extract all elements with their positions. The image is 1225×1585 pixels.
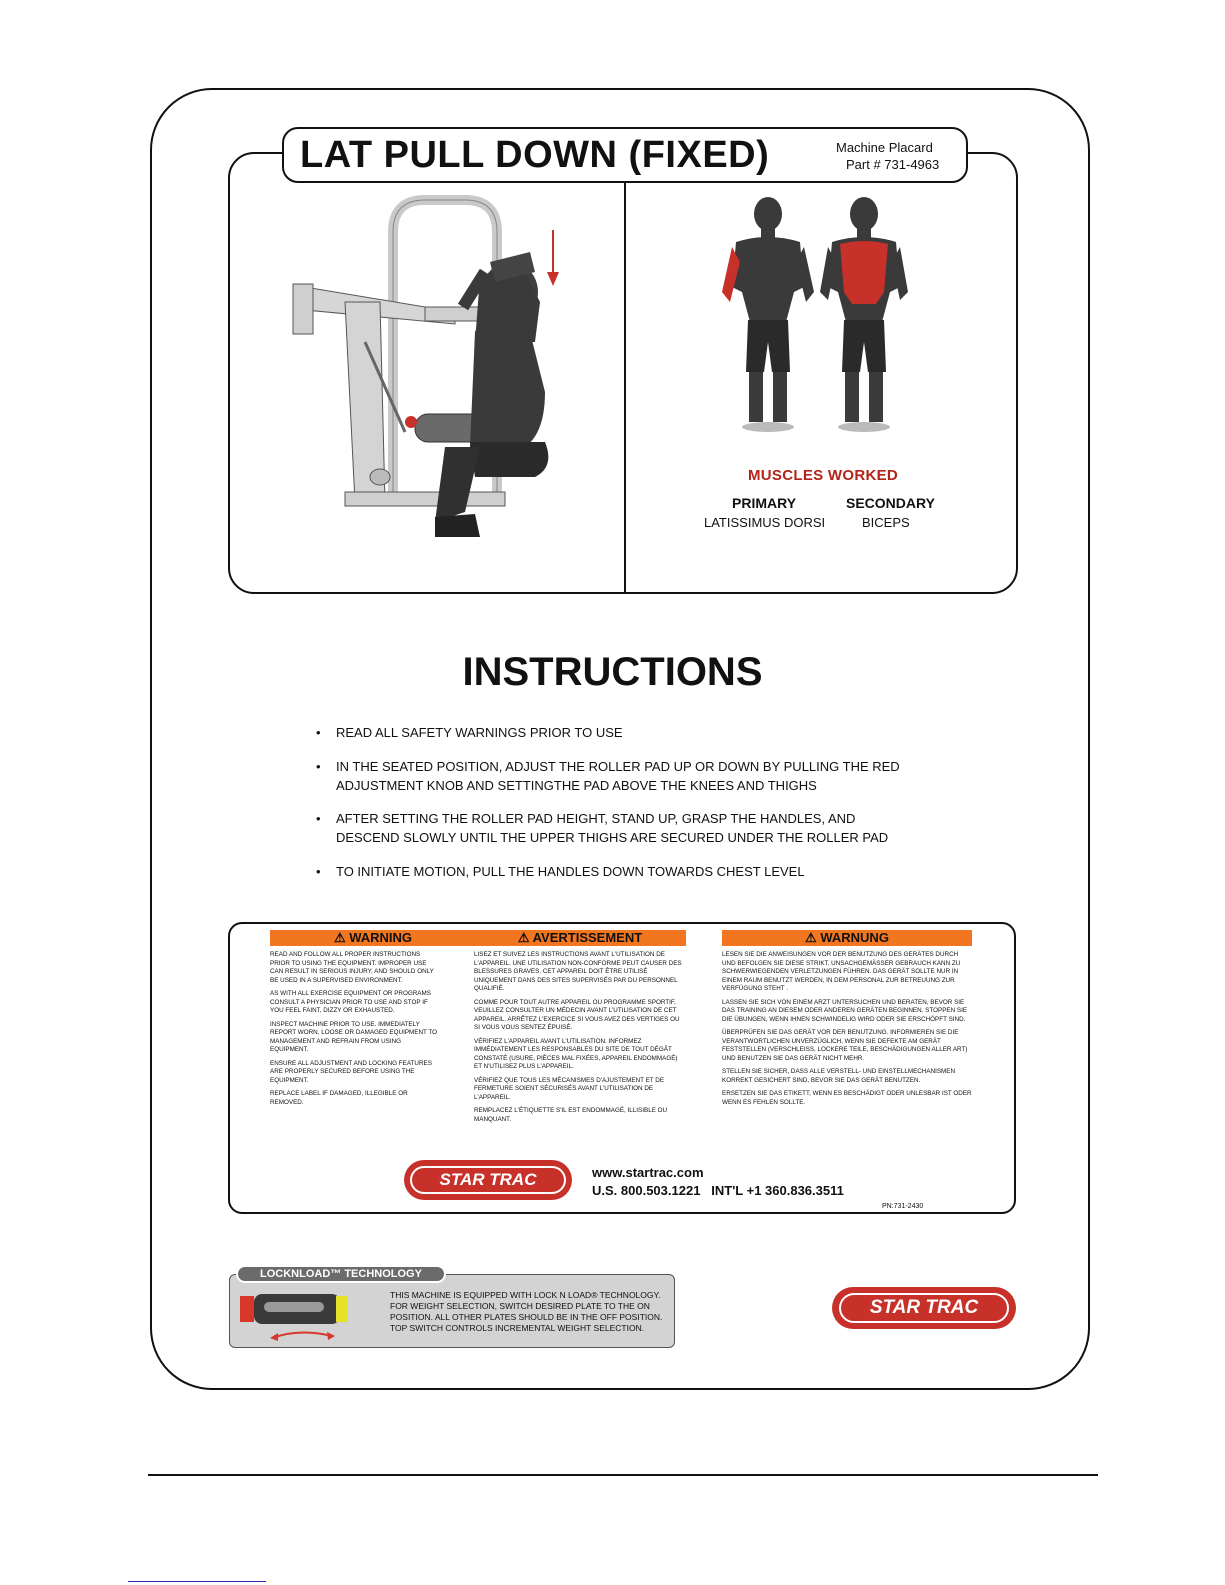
footer-link-underline <box>128 1581 266 1582</box>
star-trac-logo: STAR TRAC <box>404 1160 572 1200</box>
warning-german <box>722 930 972 1112</box>
instruction-item <box>316 723 956 743</box>
warning-triangle-icon: ⚠ <box>333 930 350 945</box>
primary-label: PRIMARY <box>732 495 797 511</box>
warning-triangle-icon: ⚠ <box>517 930 533 945</box>
back-figure <box>820 197 908 432</box>
instruction-item <box>316 809 956 849</box>
warning-heading-german: ⚠ WARNUNG <box>722 930 972 946</box>
front-figure <box>722 197 814 432</box>
panel-divider <box>624 153 626 593</box>
instruction-text: TO INITIATE MOTION, PULL THE HANDLES DOWN TOWARDS CHEST LEVEL <box>336 864 805 879</box>
bullet: • <box>316 811 321 826</box>
phone-numbers: U.S. 800.503.1221 INT'L +1 360.836.3511 <box>592 1183 844 1198</box>
bullet: • <box>316 864 321 879</box>
warning-text-german: LESEN SIE DIE ANWEISUNGEN VOR DER BENUTZUNG DES GERÄTES DURCH UND BEFOLGEN SIE DIESE STRIKT. UNSACHGEMÄSSER GEBRAUCH KANN ZU SCHWERWIEGENDEN VERLETZUNGEN FÜHREN. DAS GERÄT SOLLTE NUR IN EINEM RAUM BENUTZT WERDEN, IN DEM PERSONAL ZUR BETREUUNG ZUR VERFÜGUNG STEHT . LASSEN SIE SICH VON EINEM ARZT UNTERSUCHEN UND BERATEN, BEVOR SIE DAS TRAINING AN DIESEM ODER ANDEREN GERÄTEN BEGINNEN. STOPPEN SIE DIE ÜBUNGEN, WENN IHNEN SCHWINDELIG WIRD ODER SIE ERSCHÖPFT SIND. ÜBERPRÜFEN SIE DAS GERÄT VOR DER BENUTZUNG. INFORMIEREN SIE DIE VERANTWORTLICHEN UNVERZÜGLICH, WENN SIE DEFEKTE AM GERÄT FESTSTELLEN (VERSCHLEISS, LOCKERE TEILE, BESCHÄDIGUNGEN ALLER ART) UND BENUTZEN SIE DAS GERÄT NICHT MEHR. STELLEN SIE SICHER, DASS ALLE VERSTELL- UND EINSTELLMECHANISMEN KORREKT GESICHERT SIND, BEVOR SIE DAS GERÄT BENUTZEN. ERSETZEN SIE DAS ETIKETT, WENN ES BESCHÄDIGT ODER UNLESBAR IST ODER WENN ES FEHLEN SOLLTE. <box>722 951 972 1106</box>
warning-triangle-icon: ⚠ <box>805 930 821 945</box>
instruction-text: READ ALL SAFETY WARNINGS PRIOR TO USE <box>336 725 623 740</box>
bottom-rule <box>148 1474 1098 1476</box>
website: www.startrac.com <box>592 1165 704 1180</box>
pn-label: PN:731-2430 <box>882 1203 924 1210</box>
warning-english <box>270 930 476 1112</box>
instruction-text: IN THE SEATED POSITION, ADJUST THE ROLLER PAD UP OR DOWN BY PULLING THE RED ADJUSTMENT KNOB AND SETTINGTHE PAD ABOVE THE KNEES AND THIGHS <box>336 759 900 793</box>
secondary-label: SECONDARY <box>846 495 935 511</box>
part-number: Part # 731-4963 <box>846 157 940 172</box>
bullet: • <box>316 725 321 740</box>
warning-text-english: READ AND FOLLOW ALL PROPER INSTRUCTIONS PRIOR TO USING THE EQUIPMENT. IMPROPER USE CAN RESULT IN SERIOUS INJURY, AND SHOULD ONLY BE USED IN A SUPERVISED ENVIRONMENT. AS WITH ALL EXERCISE EQUIPMENT OR PROGRAMS CONSULT A PHYSICIAN PRIOR TO USE AND STOP IF YOU FEEL FAINT, DIZZY OR EXHAUSTED. INSPECT MACHINE PRIOR TO USE. IMMEDIATELY REPORT WORN, LOOSE OR DAMAGED EQUIPMENT TO MANAGEMENT AND REFRAIN FROM USING EQUIPMENT. ENSURE ALL ADJUSTMENT AND LOCKING FEATURES ARE PROPERLY SECURED BEFORE USING THE EQUIPMENT. REPLACE LABEL IF DAMAGED, ILLEGIBLE OR REMOVED. <box>270 951 438 1106</box>
placard-title: LAT PULL DOWN (FIXED) <box>300 134 770 176</box>
bullet: • <box>316 759 321 774</box>
warning-text-french: LISEZ ET SUIVEZ LES INSTRUCTIONS AVANT L'UTILISATION DE L'APPAREIL. UNE UTILISATION NON-CONFORME PEUT CAUSER DES BLESSURES GRAVES. CET APPAREIL DOIT ÊTRE UTILISÉ UNIQUEMENT DANS DES SITES SUPERVISÉS PAR DU PERSONNEL QUALIFIÉ. COMME POUR TOUT AUTRE APPAREIL OU PROGRAMME SPORTIF, VEUILLEZ CONSULTER UN MÉDECIN AVANT L'UTILISATION DE CET APPAREIL. ARRÊTEZ L'EXERCICE SI VOUS AVEZ DES VERTIGES OU SI VOUS VOUS SENTEZ ÉPUISÉ. VÉRIFIEZ L'APPAREIL AVANT L'UTILISATION. INFORMEZ IMMÉDIATEMENT LES RESPONSABLES DU SITE DE TOUT DÉGÂT CONSTATÉ (USURE, PIÈCES MAL FIXÉES, APPAREIL ENDOMMAGÉ) ET N'UTILISEZ PLUS L'APPAREIL. VÉRIFIEZ QUE TOUS LES MÉCANISMES D'AJUSTEMENT ET DE FERMETURE SOIENT SÉCURISÉS AVANT L'UTILISATION DE L'APPAREIL. REMPLACEZ L'ÉTIQUETTE S'IL EST ENDOMMAGÉ, ILLISIBLE OU MANQUANT. <box>474 951 682 1123</box>
instruction-text: AFTER SETTING THE ROLLER PAD HEIGHT, STAND UP, GRASP THE HANDLES, AND DESCEND SLOWLY UNTIL THE UPPER THIGHS ARE SECURED UNDER THE ROLLER PAD <box>336 811 889 845</box>
muscles-worked-title: MUSCLES WORKED <box>748 467 899 484</box>
primary-value: LATISSIMUS DORSI <box>704 515 826 530</box>
warning-heading-french: ⚠ AVERTISSEMENT <box>474 930 686 946</box>
muscle-figures-illustration <box>716 192 916 442</box>
secondary-value: BICEPS <box>862 515 910 530</box>
adjustment-knob <box>405 416 417 428</box>
warning-french <box>474 930 686 1129</box>
locknload-tab: LOCKNLOAD™ TECHNOLOGY <box>236 1265 446 1283</box>
locknload-description: THIS MACHINE IS EQUIPPED WITH LOCK N LOAD® TECHNOLOGY. FOR WEIGHT SELECTION, SWITCH DESIRED PLATE TO THE ON POSITION. ALL OTHER PLATES SHOULD BE IN THE OFF POSITION. TOP SWITCH CONTROLS INCREMENTAL WEIGHT SELECTION. <box>390 1290 663 1333</box>
lat-pulldown-illustration <box>285 192 615 562</box>
instruction-item <box>316 862 956 882</box>
placard-subtitle: Machine Placard <box>836 140 933 155</box>
weight-selector-switch-icon <box>240 1288 360 1344</box>
instruction-item <box>316 757 956 797</box>
star-trac-logo: STAR TRAC <box>832 1287 1016 1329</box>
instructions-title: INSTRUCTIONS <box>462 650 763 694</box>
warning-heading-english: ⚠ WARNING <box>270 930 476 946</box>
